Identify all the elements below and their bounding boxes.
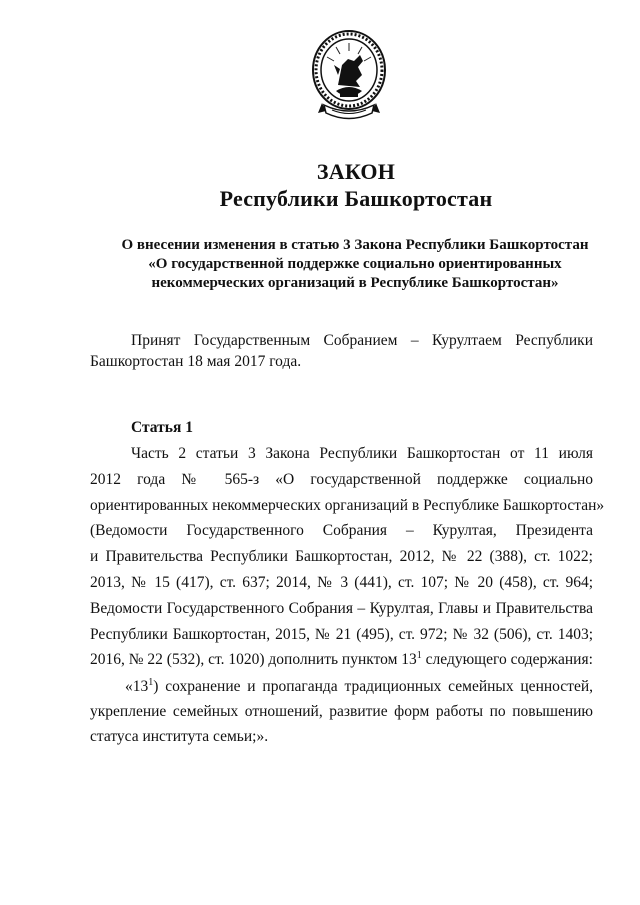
document-subject bbox=[90, 236, 620, 293]
article-line: и Правительства Республики Башкортостан, 2012, № 22 (388), ст. 1022; bbox=[90, 548, 593, 566]
subject-line: О внесении изменения в статью 3 Закона Республики Башкортостан bbox=[121, 237, 589, 253]
adoption-statement bbox=[90, 330, 593, 372]
article-line: ориентированных некоммерческих организаций в Республике Башкортостан» bbox=[90, 496, 605, 514]
subject-line: «О государственной поддержке социально ориентированных bbox=[148, 256, 562, 272]
subject-line: некоммерческих организаций в Республике Башкортостан» bbox=[151, 275, 559, 291]
bashkortostan-emblem-icon bbox=[308, 25, 390, 130]
clause-line: статуса института семьи;». bbox=[90, 728, 269, 745]
article-line: 2013, № 15 (417), ст. 637; 2014, № 3 (441), ст. 107; № 20 (458), ст. 964; bbox=[90, 573, 593, 591]
article-line: Республики Башкортостан, 2015, № 21 (495), ст. 972; № 32 (506), ст. 1403; bbox=[90, 625, 593, 643]
article-line-text: 2016, № 22 (532), ст. 1020) дополнить пунктом 13 bbox=[90, 651, 417, 669]
article-line: (Ведомости Государственного Собрания – Курултая, Президента bbox=[90, 522, 593, 540]
superscript: 1 bbox=[148, 677, 154, 688]
adoption-line: Принят Государственным Собранием – Курултаем Республики bbox=[131, 332, 593, 349]
superscript: 1 bbox=[416, 650, 422, 662]
inserted-clause bbox=[90, 674, 593, 749]
clause-line: укрепление семейных отношений, развитие форм работы по повышению bbox=[90, 703, 593, 720]
article-line: Часть 2 статьи 3 Закона Республики Башкортостан от 11 июля bbox=[131, 445, 593, 462]
article-line: Ведомости Государственного Собрания – Курултая, Главы и Правительства bbox=[90, 599, 593, 617]
adoption-line: Башкортостан 18 мая 2017 года. bbox=[90, 353, 302, 370]
clause-line bbox=[90, 674, 593, 699]
article-heading: Статья 1 bbox=[131, 419, 193, 436]
article-text bbox=[90, 441, 605, 673]
clause-text: ) сохранение и пропаганда традиционных семейных ценностей, bbox=[153, 678, 593, 695]
document-title: ЗАКОН bbox=[316, 159, 396, 184]
article-line-text: следующего содержания: bbox=[421, 651, 593, 669]
article-line: 2012 года № 565-з «О государственной поддержке социально bbox=[90, 470, 593, 488]
article-line-last bbox=[90, 647, 593, 673]
clause-number: «13 bbox=[125, 678, 149, 695]
document-subtitle: Республики Башкортостан bbox=[219, 186, 493, 211]
